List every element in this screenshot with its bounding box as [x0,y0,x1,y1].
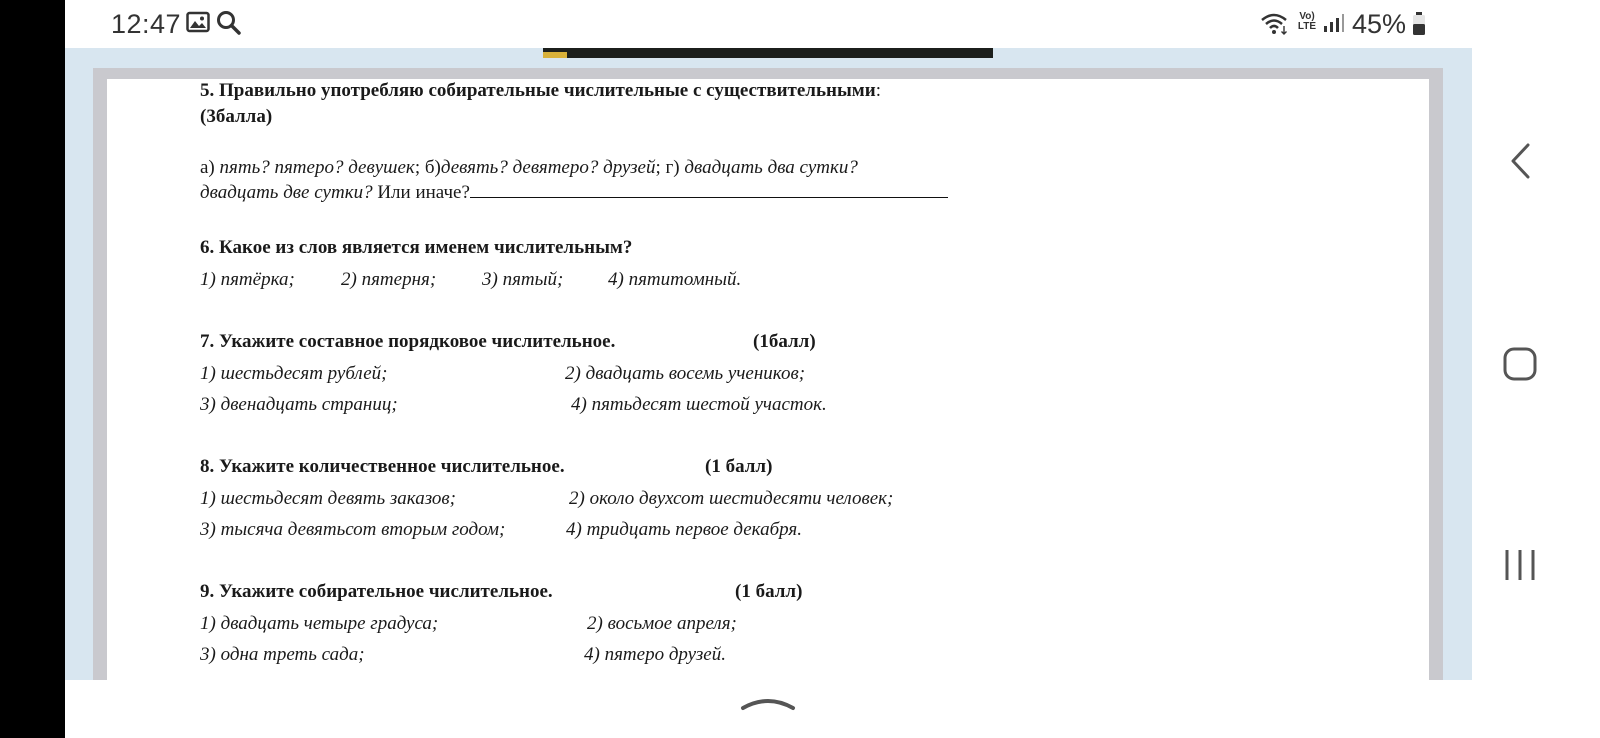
q6-title: 6. Какое из слов является именем числительным? [200,237,633,258]
q6-option-2: 2) пятерня; [341,269,437,290]
q6-option-4: 4) пятитомный. [608,269,742,290]
wifi-icon [1260,13,1290,35]
signal-icon [1323,13,1345,33]
q9-points: (1 балл) [735,581,803,602]
q8-option-4: 4) тридцать первое декабря. [566,519,802,540]
q7-option-1: 1) шестьдесят рублей; [200,363,388,384]
back-arrow-icon[interactable] [1508,142,1532,180]
status-time: 12:47 [111,9,182,39]
q8-option-1: 1) шестьдесят девять заказов; [200,488,456,509]
swipe-up-chevron-icon[interactable] [739,692,797,712]
q6-option-1: 1) пятёрка; [200,269,295,290]
q7-title: 7. Укажите составное порядковое числительное. [200,331,616,352]
recent-apps-icon[interactable] [1502,547,1538,583]
bottom-bar [65,680,1472,738]
status-bar [65,0,1472,48]
q9-option-3: 3) одна треть сада; [200,644,365,665]
q9-option-1: 1) двадцать четыре градуса; [200,613,439,634]
q8-option-3: 3) тысяча девятьсот вторым годом; [200,519,506,540]
q8-option-2: 2) около двухсот шестидесяти человек; [569,488,894,509]
q8-points: (1 балл) [705,456,773,477]
gallery-icon [186,11,210,33]
q7-points: (1балл) [753,331,816,352]
q5-line2: двадцать две сутки? Или иначе? [200,180,948,205]
battery-percent: 45% [1352,9,1407,39]
phone-screen [65,0,1472,738]
q5-title: 5. Правильно употребляю собирательные числительные с существительными: [200,80,881,101]
battery-icon [1412,12,1426,36]
q8-title: 8. Укажите количественное числительное. [200,456,565,477]
q5-line1: а) пять? пятеро? девушек; б)девять? девятеро? друзей; г) двадцать два сутки? [200,157,858,178]
q7-option-3: 3) двенадцать страниц; [200,394,398,415]
document-viewer[interactable] [65,48,1472,680]
previous-image-strip [543,48,993,58]
navigation-bar [1472,0,1600,738]
document-page [107,79,1429,680]
answer-blank [470,180,948,198]
q7-option-2: 2) двадцать восемь учеников; [565,363,806,384]
q6-option-3: 3) пятый; [482,269,564,290]
q9-option-4: 4) пятеро друзей. [584,644,726,665]
q9-title: 9. Укажите собирательное числительное. [200,581,553,602]
volte-icon: Vo) LTE [1297,11,1317,32]
q9-option-2: 2) восьмое апреля; [587,613,737,634]
search-icon [216,10,242,36]
home-square-icon[interactable] [1502,346,1538,382]
q7-option-4: 4) пятьдесят шестой участок. [571,394,827,415]
q5-points: (3балла) [200,106,273,127]
